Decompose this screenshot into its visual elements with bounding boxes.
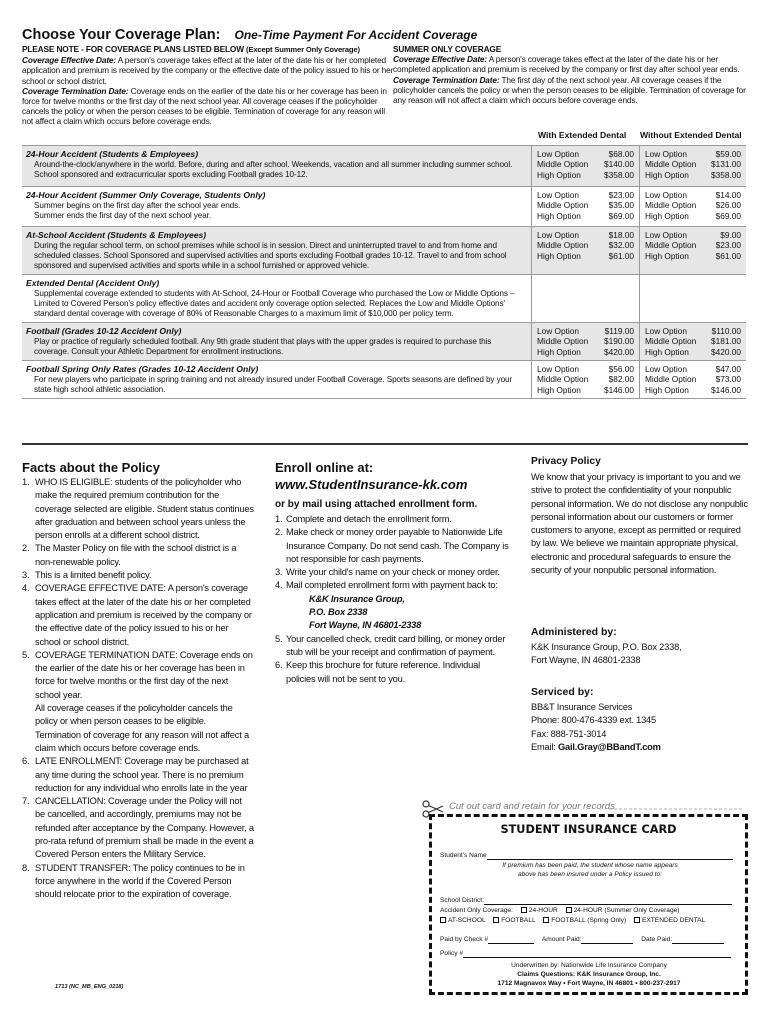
coverage-dates-summer	[393, 44, 755, 105]
option-football: FOOTBALL	[501, 917, 536, 924]
option-price: $9.00	[720, 230, 741, 240]
price-line	[537, 159, 634, 169]
option-price: $35.00	[608, 200, 634, 211]
item-text: LATE ENROLLMENT: Coverage may be purchased at any time during the school year. There is no premium reduction for any individual who enrolls late in the year	[35, 756, 249, 793]
option-price: $146.00	[604, 384, 634, 395]
price-line	[645, 149, 741, 159]
option-name: Low Option	[645, 326, 687, 336]
price-with-dental	[532, 227, 639, 274]
paid-note-line2: above has been insured under a Policy issued to:	[517, 871, 663, 878]
option-name: High Option	[645, 210, 689, 221]
card-paid-note	[440, 861, 740, 879]
card-policy-row	[440, 949, 740, 958]
enroll-url-link[interactable]: www.StudentInsurance-kk.com	[275, 477, 468, 492]
price-line	[537, 170, 634, 180]
item-number: 2.	[275, 527, 283, 538]
price-without-dental	[639, 361, 746, 398]
coverage-dates-standard	[22, 44, 394, 127]
check-number-label: Paid by Check #	[440, 936, 489, 943]
price-with-dental	[532, 146, 639, 186]
price-line	[645, 251, 741, 261]
plan-description	[22, 275, 532, 322]
price-line	[537, 385, 634, 395]
plan-title: Football Spring Only Rates (Grades 10-12 Accident Only)	[26, 364, 259, 374]
option-at-school: AT-SCHOOL	[448, 917, 486, 924]
administered-line2: Fort Wayne, IN 46801-2338	[531, 655, 641, 666]
checkbox-extended-dental[interactable]	[634, 917, 640, 923]
summer-termination-label: Coverage Termination Date:	[393, 74, 500, 85]
date-paid-field[interactable]	[672, 936, 724, 944]
item-text: STUDENT TRANSFER: The policy continues to be in force anywhere in the world if the Covered Person should relocate prior to the expiration of coverage.	[35, 862, 245, 900]
plan-row	[22, 187, 746, 227]
accident-only-label: Accident Only Coverage:	[440, 907, 513, 914]
student-insurance-card	[429, 814, 748, 995]
option-name: Low Option	[645, 149, 687, 159]
price-line	[645, 170, 741, 180]
item-number: 2.	[22, 543, 30, 554]
plan-description	[22, 187, 532, 226]
price-without-dental	[639, 323, 746, 360]
price-without-dental	[639, 187, 746, 226]
price-with-dental	[532, 187, 639, 226]
mail-heading: or by mail using attached enrollment form.	[275, 499, 478, 510]
serviced-contact	[531, 701, 751, 754]
coverage-plans-table	[22, 145, 746, 399]
option-price: $110.00	[711, 326, 741, 336]
column-header-with-dental: With Extended Dental	[538, 130, 627, 140]
fact-item	[22, 649, 254, 755]
item-number: 5.	[22, 649, 30, 660]
facts-list	[22, 476, 254, 902]
card-coverage-row2	[440, 916, 740, 925]
item-number: 1.	[22, 477, 30, 487]
price-line	[645, 364, 741, 374]
checkbox-24hour[interactable]	[521, 907, 527, 913]
price-line	[645, 374, 741, 384]
option-price: $18.00	[608, 230, 634, 240]
option-name: Low Option	[537, 326, 579, 336]
mail-address-line: K&K Insurance Group,	[309, 593, 405, 604]
school-district-field[interactable]	[484, 897, 732, 905]
policy-number-field[interactable]	[463, 950, 731, 958]
plan-text: For new players who participate in spring training and not already insured under Football Coverage. Sports seasons are defined by your state high school athletic association.	[34, 375, 513, 394]
option-name: Low Option	[645, 190, 687, 200]
option-name: Middle Option	[645, 374, 697, 385]
option-football-spring: FOOTBALL (Spring Only)	[551, 917, 627, 924]
effective-label: Coverage Effective Date:	[22, 55, 117, 66]
cut-instruction: Cut out card and retain for your records	[449, 801, 615, 812]
option-name: Middle Option	[645, 159, 697, 170]
plan-title: Extended Dental (Accident Only)	[26, 278, 160, 288]
option-price: $140.00	[604, 159, 634, 170]
price-line	[645, 336, 741, 346]
option-price: $23.00	[715, 240, 741, 251]
amount-paid-field[interactable]	[581, 936, 633, 944]
option-price: $47.00	[715, 364, 741, 374]
plan-title: 24-Hour Accident (Students & Employees)	[26, 149, 199, 159]
fact-item	[22, 755, 254, 795]
enroll-step	[275, 526, 510, 566]
mail-address-line: Fort Wayne, IN 46801-2338	[309, 620, 422, 631]
student-name-field[interactable]	[487, 852, 733, 860]
price-line	[537, 364, 634, 374]
option-name: High Option	[537, 169, 581, 180]
card-district-row	[440, 896, 740, 905]
plan-text: Around-the-clock/anywhere in the world. Before, during and after school. Weekends, vacation and all summer including summer school. School sponsored and extracurricular sports excluding Football grades 10-12.	[34, 160, 513, 179]
option-price: $69.00	[608, 210, 634, 221]
enroll-title: Enroll online at:	[275, 460, 374, 475]
plan-text: During the regular school term, on school premises while school is in session. Direct and uninterrupted travel to and from home and scheduled classes. School Sponsored and supervised activities and sports excluding Football grades 10-12. Travel to and from school sponsored and supervised activities and sports while in a school furnished or approved vehicle.	[34, 241, 507, 270]
termination-label: Coverage Termination Date:	[22, 85, 129, 96]
card-name-row	[440, 851, 740, 860]
option-price: $32.00	[608, 240, 634, 251]
summer-effective-label: Coverage Effective Date:	[393, 54, 488, 65]
privacy-text: We know that your privacy is important to you and we strive to protect the confidentiality of your nonpublic personal information. We do not disclose any nonpublic personal information about our customers or former customers to anyone, except as permitted or required by law. We believe we maintain appropriate physical, electronic and procedural safeguards to ensure the security of your nonpublic personal information.	[531, 472, 748, 576]
price-without-dental	[639, 227, 746, 274]
item-text: Complete and detach the enrollment form.	[286, 514, 452, 524]
enroll-step	[275, 513, 510, 526]
privacy-title: Privacy Policy	[531, 456, 601, 467]
item-number: 6.	[22, 756, 30, 767]
column-header-without-dental: Without Extended Dental	[640, 130, 742, 140]
item-text: Keep this brochure for future reference. Individual policies will not be sent to you.	[286, 660, 480, 684]
plan-description	[22, 361, 532, 398]
fact-item	[22, 476, 254, 542]
serviced-email-link[interactable]: Gail.Gray@BBandT.com	[558, 741, 661, 752]
paid-note-line1: If premium has been paid, the student whose name appears	[502, 862, 678, 869]
facts-title: Facts about the Policy	[22, 460, 160, 475]
option-price: $146.00	[711, 384, 741, 395]
serviced-company: BB&T Insurance Services	[531, 702, 633, 712]
checkbox-24hour-summer[interactable]	[566, 907, 572, 913]
option-name: Middle Option	[645, 200, 697, 211]
option-price: $358.00	[711, 169, 741, 180]
plan-title: At-School Accident (Students & Employees)	[26, 230, 207, 240]
school-district-label: School District:	[440, 897, 484, 904]
fact-item	[22, 569, 254, 582]
option-name: Middle Option	[645, 240, 697, 251]
title-text: Choose Your Coverage Plan:	[22, 27, 221, 43]
option-price: $69.00	[715, 210, 741, 221]
price-line	[537, 200, 634, 210]
price-line	[537, 336, 634, 346]
fact-item	[22, 862, 254, 902]
underwritten-by: Underwritten by: Nationwide Life Insurance Company	[511, 962, 667, 969]
price-line	[645, 211, 741, 221]
administered-title: Administered by:	[531, 626, 617, 638]
option-name: Middle Option	[537, 374, 589, 385]
plan-title: Football (Grades 10-12 Accident Only)	[26, 326, 182, 336]
item-number: 3.	[275, 567, 283, 578]
plan-text: Summer begins on the first day after the school year ends. Summer ends the first day of the next school year.	[34, 201, 241, 220]
item-text: Write your child's name on your check or money order.	[286, 567, 500, 578]
option-name: Low Option	[537, 190, 579, 200]
page-title	[22, 27, 477, 43]
option-name: High Option	[645, 169, 689, 180]
plan-description	[22, 227, 532, 274]
policy-number-label: Policy #	[440, 950, 464, 957]
option-name: Middle Option	[537, 200, 589, 211]
price-line	[645, 159, 741, 169]
option-name: Low Option	[537, 364, 579, 374]
item-number: 4.	[275, 580, 283, 591]
price-line	[645, 326, 741, 336]
enroll-step	[275, 566, 510, 579]
item-text: WHO IS ELIGIBLE: students of the policyholder who make the required premium contribution for the coverage selected are eligible. Student status continues after graduation and between school years unless the person enrolls at a different school district.	[35, 477, 254, 541]
note-heading: PLEASE NOTE - FOR COVERAGE PLANS LISTED BELOW	[22, 44, 244, 54]
option-name: Middle Option	[537, 240, 589, 251]
item-text: COVERAGE TERMINATION DATE: Coverage ends on the earlier of the date his or her coverage has been in force for twelve months or the first day of the next school year. All coverage ceases if the policyholder cancels the policy or when person ceases to be eligible. Termination of coverage for any reason will not affect a claim which occurs before coverage ends.	[35, 649, 253, 753]
option-price: $420.00	[711, 346, 741, 357]
mail-address-line: P.O. Box 2338	[309, 607, 368, 618]
enroll-step	[275, 633, 510, 660]
plan-row	[22, 361, 746, 399]
plan-row	[22, 275, 746, 323]
option-price: $82.00	[608, 374, 634, 385]
termination-text: Coverage ends on the earlier of the date his or her coverage has been in force for twelve months or the first day of the next school year. All coverage ceases if the policyholder cancels the policy or when the person ceases to be eligible. Termination of coverage for any reason will not affect a claim which occurs before coverage ends.	[22, 85, 387, 127]
option-price: $420.00	[604, 346, 634, 357]
date-paid-label: Date Paid:	[641, 936, 673, 943]
price-line	[537, 240, 634, 250]
price-line	[537, 230, 634, 240]
option-price: $59.00	[715, 149, 741, 159]
item-text: The Master Policy on file with the school district is a non-renewable policy.	[35, 543, 237, 567]
enroll-step	[275, 579, 510, 632]
summer-heading: SUMMER ONLY COVERAGE	[393, 44, 502, 54]
plan-text: Play or practice of regularly scheduled football. Any 9th grade student that plays with the upper grades is required to purchase this coverage. Consult your Athletic Department for enrollment instructions.	[34, 337, 492, 356]
item-text: Your cancelled check, credit card billing, or money order stub will be your receipt and confirmation of payment.	[286, 633, 506, 657]
option-price: $14.00	[715, 190, 741, 200]
plan-row	[22, 146, 746, 187]
checkbox-football-spring[interactable]	[543, 917, 549, 923]
price-line	[537, 149, 634, 159]
item-number: 4.	[22, 583, 30, 594]
check-number-field[interactable]	[488, 936, 534, 944]
form-code: 1713 (NC_MB_ENG_0218)	[55, 984, 124, 990]
option-price: $61.00	[715, 250, 741, 261]
plan-description	[22, 146, 532, 186]
price-line	[537, 190, 634, 200]
option-price: $56.00	[608, 364, 634, 374]
option-name: Low Option	[645, 364, 687, 374]
item-text: CANCELLATION: Coverage under the Policy will not be cancelled, and accordingly, premiums may not be refunded after acceptance by the Company. However, a pro-rata refund of premium shall be made in the event a Covered Person enters the Military Service.	[35, 796, 254, 860]
option-name: High Option	[645, 346, 689, 357]
price-without-dental	[639, 275, 746, 322]
option-name: High Option	[537, 346, 581, 357]
option-price: $61.00	[608, 250, 634, 261]
item-number: 5.	[275, 633, 283, 644]
price-with-dental	[532, 275, 639, 322]
serviced-email-row	[531, 741, 751, 754]
item-number: 7.	[22, 796, 30, 807]
fact-item	[22, 542, 254, 569]
price-line	[537, 251, 634, 261]
option-name: High Option	[645, 384, 689, 395]
plan-title: 24-Hour Accident (Summer Only Coverage, Students Only)	[26, 190, 266, 200]
option-price: $181.00	[711, 336, 741, 347]
item-text: COVERAGE EFFECTIVE DATE: A person's coverage takes effect at the later of the date his or her completed application and premium is received by the company or the effective date of the policy issued to his or her school or school district.	[35, 583, 252, 647]
item-text: Mail completed enrollment form with payment back to:	[286, 580, 498, 591]
option-name: Low Option	[537, 230, 579, 240]
option-name: Middle Option	[645, 336, 697, 347]
option-price: $119.00	[604, 326, 634, 336]
item-number: 6.	[275, 660, 283, 671]
fact-item	[22, 795, 254, 861]
section-divider	[22, 443, 748, 445]
price-with-dental	[532, 323, 639, 360]
price-line	[645, 385, 741, 395]
plan-text: Supplemental coverage extended to students with At-School, 24-Hour or Football Coverage who purchased the Low or Middle Options – Limited to Covered Person's policy effective dates and accident only coverage option selected. Replaces the Low and Middle Options' standard dental coverage with coverage of 80% of Reasonable Charges to a maximum limit of $10,000 per policy term.	[34, 289, 515, 318]
price-without-dental	[639, 146, 746, 186]
serviced-email-label: Email:	[531, 741, 559, 752]
price-line	[537, 326, 634, 336]
option-name: Low Option	[645, 230, 687, 240]
card-address: 1712 Magnavox Way • Fort Wayne, IN 46801 • 800-237-2917	[497, 980, 681, 987]
option-name: High Option	[537, 250, 581, 261]
card-coverage-row1	[440, 906, 740, 915]
enroll-steps	[275, 513, 510, 686]
fact-item	[22, 582, 254, 648]
option-name: High Option	[537, 210, 581, 221]
administered-address	[531, 641, 751, 668]
item-number: 1.	[275, 514, 283, 524]
option-price: $26.00	[715, 200, 741, 211]
card-footer	[436, 961, 742, 988]
price-line	[645, 200, 741, 210]
card-title: STUDENT INSURANCE CARD	[500, 823, 677, 836]
title-subtitle: One-Time Payment For Accident Coverage	[234, 28, 478, 42]
option-name: High Option	[537, 384, 581, 395]
price-line	[537, 211, 634, 221]
amount-paid-label: Amount Paid:	[541, 936, 582, 943]
summer-termination-text: The first day of the next school year. All coverage ceases if the policyholder cancels the policy or when the person ceases to be eligible. Termination of coverage for any reason will not affect a claim which occurs before coverage ends.	[393, 74, 746, 106]
student-name-label: Student's Name	[440, 852, 487, 859]
price-with-dental	[532, 361, 639, 398]
option-price: $190.00	[604, 336, 634, 347]
option-name: Middle Option	[537, 336, 589, 347]
item-text: This is a limited benefit policy.	[35, 570, 152, 581]
enroll-step	[275, 659, 510, 686]
serviced-fax: Fax: 888-751-3014	[531, 728, 607, 739]
checkbox-football[interactable]	[493, 917, 499, 923]
option-name: Middle Option	[537, 159, 589, 170]
option-price: $23.00	[608, 190, 634, 200]
option-24hour-summer: 24-HOUR (Summer Only Coverage)	[573, 907, 680, 914]
plan-row	[22, 227, 746, 275]
summer-effective-text: A person's coverage takes effect at the later of the date his or her completed application and premium is received by the company or first day after school year ends.	[393, 54, 740, 75]
price-line	[645, 347, 741, 357]
item-number: 3.	[22, 570, 30, 581]
price-line	[537, 347, 634, 357]
option-24hour: 24-HOUR	[528, 907, 558, 914]
option-name: Low Option	[537, 149, 579, 159]
option-price: $358.00	[604, 169, 634, 180]
claims-questions: Claims Questions: K&K Insurance Group, Inc.	[517, 971, 661, 978]
serviced-title: Serviced by:	[531, 686, 594, 698]
plan-description	[22, 323, 532, 360]
price-line	[645, 190, 741, 200]
checkbox-at-school[interactable]	[440, 917, 446, 923]
price-line	[645, 230, 741, 240]
administered-line1: K&K Insurance Group, P.O. Box 2338,	[531, 642, 682, 652]
item-number: 8.	[22, 862, 30, 873]
price-line	[645, 240, 741, 250]
serviced-phone: Phone: 800-476-4339 ext. 1345	[531, 715, 656, 726]
plan-row	[22, 323, 746, 361]
option-name: High Option	[645, 250, 689, 261]
item-text: Make check or money order payable to Nationwide Life Insurance Company. Do not send cash. The Company is not responsible for cash payments.	[286, 527, 509, 564]
option-extended-dental: EXTENDED DENTAL	[641, 917, 706, 924]
note-paren: (Except Summer Only Coverage)	[246, 45, 360, 54]
option-price: $73.00	[715, 374, 741, 385]
price-line	[537, 374, 634, 384]
option-price: $131.00	[711, 159, 741, 170]
card-payment-row	[440, 935, 746, 944]
option-price: $68.00	[608, 149, 634, 159]
effective-text: A person's coverage takes effect at the later of the date his or her completed application and premium is received by the company or the effective date of the policy issued to his or her school or school district.	[22, 55, 394, 86]
